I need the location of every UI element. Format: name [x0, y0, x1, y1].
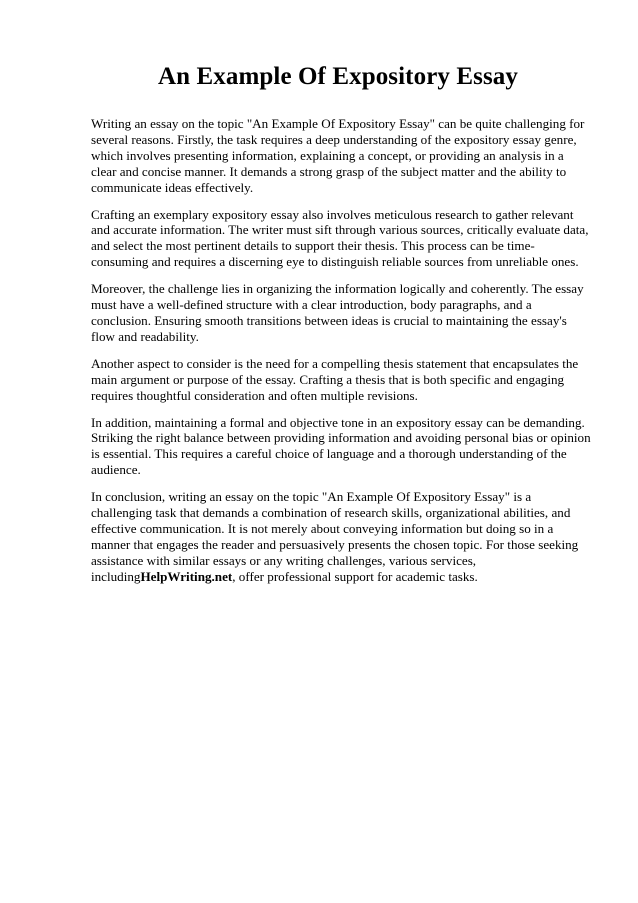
paragraph-organization: Moreover, the challenge lies in organizing the information logically and coherently. The essay must have a well-defined structure with a clear introduction, body paragraphs, and a conclusion. Ensuring smooth transitions between ideas is crucial to maintaining the essay's flow and readability. — [91, 281, 584, 344]
paragraph-research: Crafting an exemplary expository essay also involves meticulous research to gather relevant and accurate information. The writer must sift through various sources, critically evaluate data, and select the most pertinent details to support their thesis. This process can be time-consuming and requires a discerning eye to distinguish reliable sources from unreliable ones. — [91, 206, 589, 270]
paragraph-intro: Writing an essay on the topic "An Example Of Expository Essay" can be quite challenging for several reasons. Firstly, the task requires a deep understanding of the expository essay genre, which involves presenting information, explaining a concept, or providing an analysis in a clear and concise manner. It demands a strong grasp of the subject matter and the ability to communicate ideas effectively. — [91, 116, 585, 195]
paragraph-thesis: Another aspect to consider is the need for a compelling thesis statement that encapsulates the main argument or purpose of the essay. Crafting a thesis that is both specific and engaging requires thoughtful consideration and often multiple revisions. — [91, 355, 579, 403]
document-title: An Example Of Expository Essay — [158, 63, 518, 90]
paragraph-conclusion — [91, 489, 591, 584]
paragraph-tone: In addition, maintaining a formal and objective tone in an expository essay can be demanding. Striking the right balance between providing information and avoiding personal bias or opinion is essential. This requires a careful choice of language and a thorough understanding of the audience. — [91, 414, 591, 478]
conclusion-text-end: , offer professional support for academic tasks. — [232, 568, 478, 584]
conclusion-text: In conclusion, writing an essay on the topic "An Example Of Expository Essay" is a challenging task that demands a combination of research skills, organizational abilities, and effective communication. It is not merely about conveying information but doing so in a manner that engages the reader and persuasively presents the chosen topic. For those seeking assistance with similar essays or any writing challenges, various services, including — [91, 489, 579, 584]
brand-name: HelpWriting.net — [140, 568, 233, 584]
